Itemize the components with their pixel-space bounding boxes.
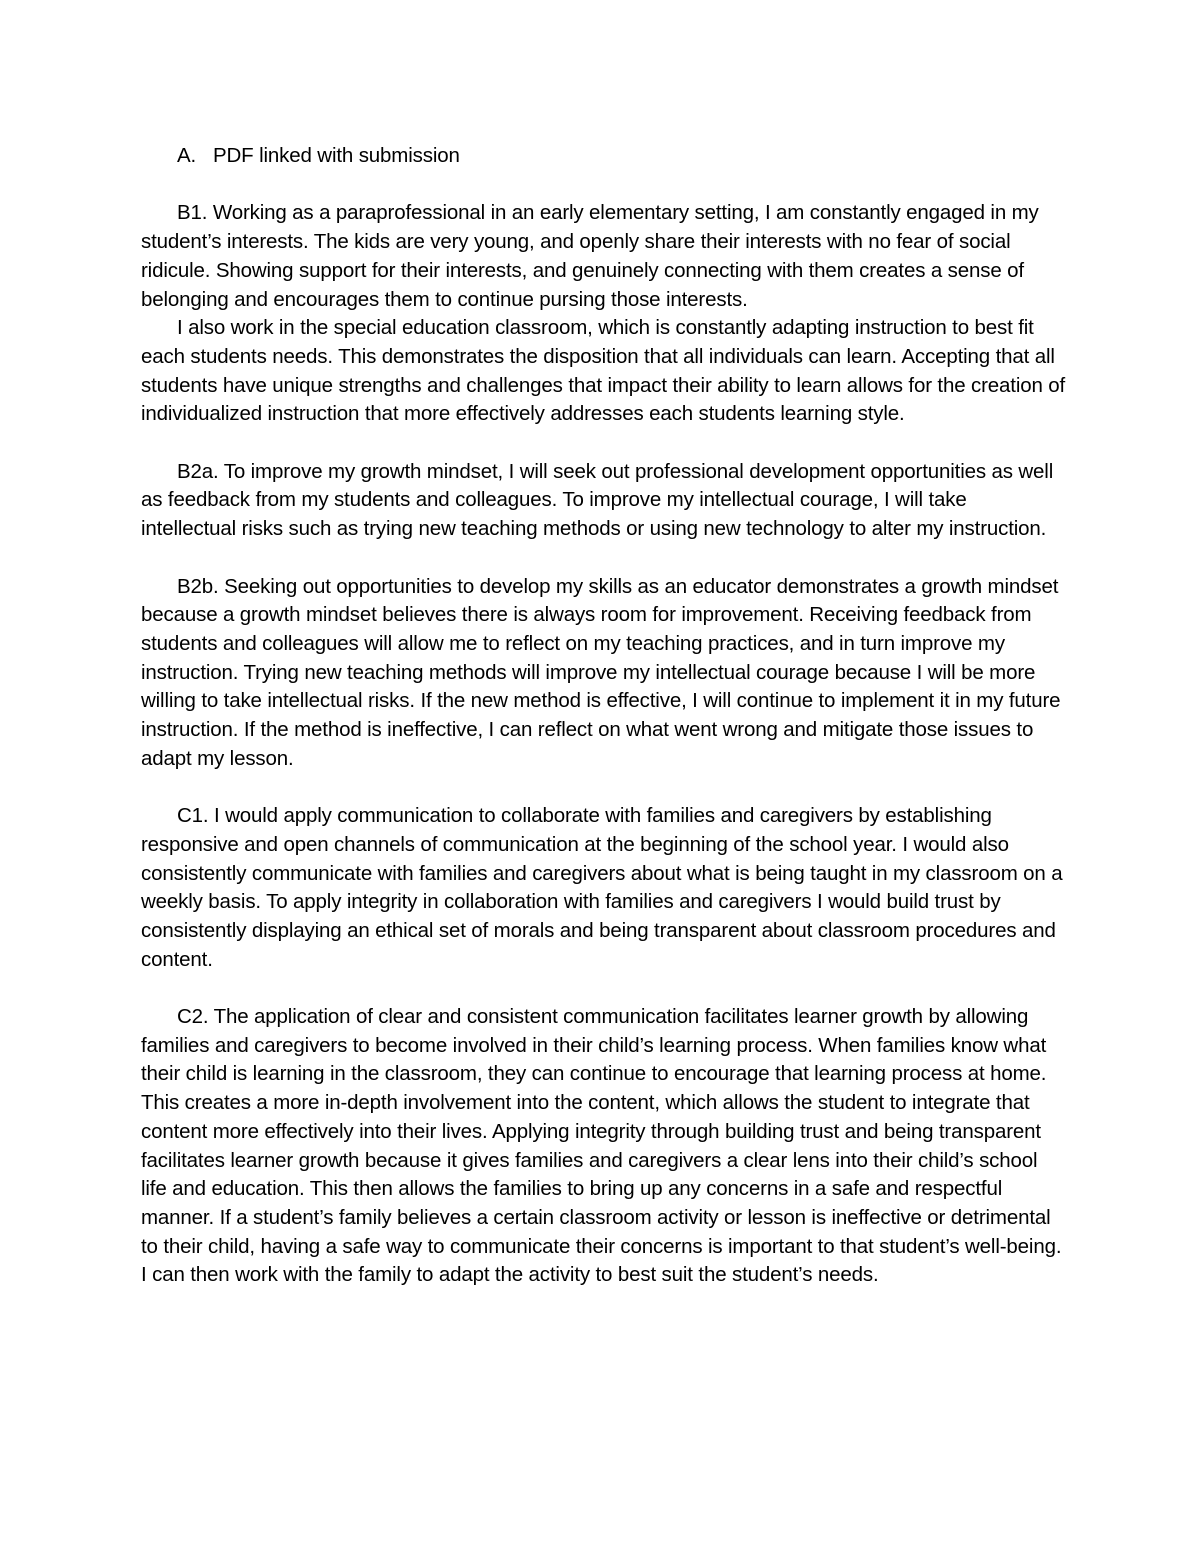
paragraph-spacer [141, 544, 1066, 573]
paragraph-c1: C1. I would apply communication to collaborate with families and caregivers by establishing responsive and open channels of communication at the beginning of the school year. I would also consistently communicate with families and caregivers about what is being taught in my classroom on a weekly basis. To apply integrity in collaboration with families and caregivers I would build trust by consistently displaying an ethical set of morals and being transparent about classroom procedures and content. [141, 804, 1063, 971]
list-item-text: PDF linked with submission [213, 144, 460, 167]
paragraph-spacer [141, 974, 1066, 1003]
list-marker: A. [177, 144, 197, 167]
paragraph-b1-continued: I also work in the special education classroom, which is constantly adapting instruction to best fit each students needs. This demonstrates the disposition that all individuals can learn. Accepting that all students have unique strengths and challenges that impact their ability to learn allows for the creation of individualized instruction that more effectively addresses each students learning style. [141, 316, 1066, 426]
list-item-a [141, 142, 1066, 171]
paragraph-b2a: B2a. To improve my growth mindset, I will seek out professional development opportunities as well as feedback from my students and colleagues. To improve my intellectual courage, I will take intellectual risks such as trying new teaching methods or using new technology to alter my instruction. [141, 459, 1054, 541]
paragraph-b2b: B2b. Seeking out opportunities to develop my skills as an educator demonstrates a growth mindset because a growth mindset believes there is always room for improvement. Receiving feedback from students and colleagues will allow me to reflect on my teaching practices, and in turn improve my instruction. Trying new teaching methods will improve my intellectual courage because I will be more willing to take intellectual risks. If the new method is effective, I will continue to implement it in my future instruction. If the method is ineffective, I can reflect on what went wrong and mitigate those issues to adapt my lesson. [141, 574, 1061, 770]
paragraph-b1: B1. Working as a paraprofessional in an early elementary setting, I am constantly engaged in my student’s interests. The kids are very young, and openly share their interests with no fear of social ridicule. Showing support for their interests, and genuinely connecting with them creates a sense of belonging and encourages them to continue pursing those interests. [141, 201, 1039, 311]
paragraph-spacer [141, 773, 1066, 802]
paragraph-spacer [141, 429, 1066, 458]
document-body [141, 142, 1066, 1290]
paragraph-c2: C2. The application of clear and consistent communication facilitates learner growth by allowing families and caregivers to become involved in their child’s learning process. When families know what their child is learning in the classroom, they can continue to encourage that learning process at home. This creates a more in-depth involvement into the content, which allows the student to integrate that content more effectively into their lives. Applying integrity through building trust and being transparent facilitates learner growth because it gives families and caregivers a clear lens into their child’s school life and education. This then allows the families to bring up any concerns in a safe and respectful manner. If a student’s family believes a certain classroom activity or lesson is ineffective or detrimental to their child, having a safe way to communicate their concerns is important to that student’s well-being. I can then work with the family to adapt the activity to best suit the student’s needs. [141, 1005, 1062, 1287]
